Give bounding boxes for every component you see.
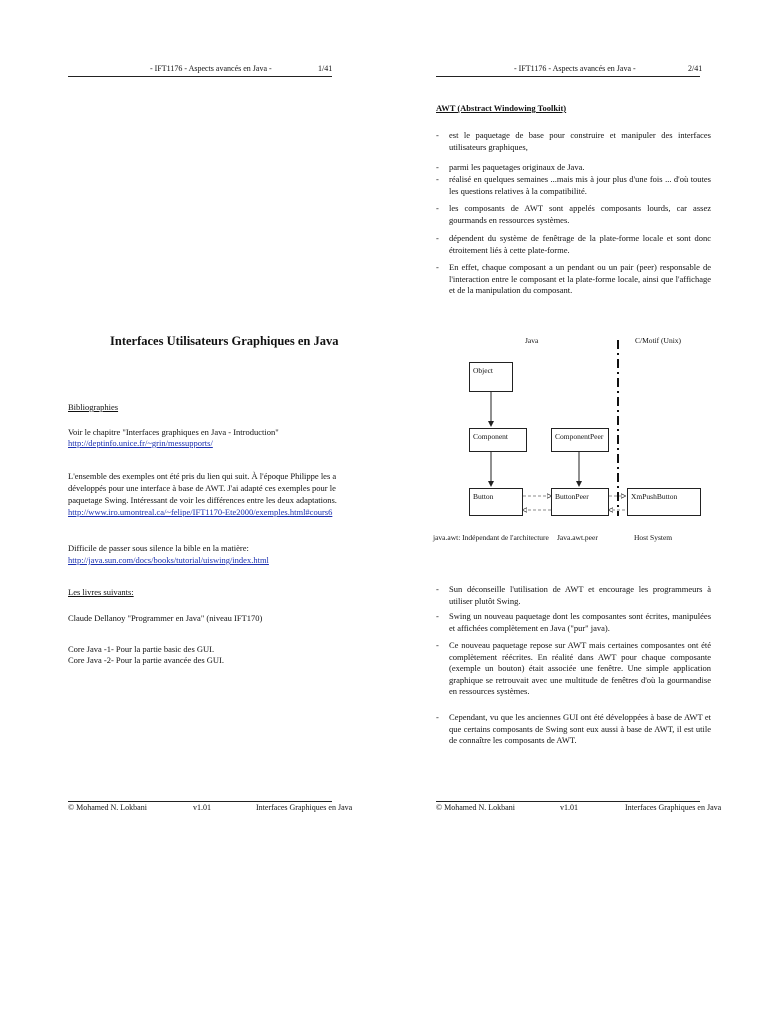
chapter-link[interactable]: http://deptinfo.unice.fr/~grin/messupports/ (68, 438, 213, 448)
footer-version: v1.01 (560, 803, 578, 812)
box-xmpushbutton: XmPushButton (627, 488, 701, 516)
examples-link[interactable]: http://www.iro.umontreal.ca/~felipe/IFT1170-Ete2000/exemples.html#cours6 (68, 507, 333, 517)
page-header (384, 64, 768, 76)
bullet-item: - les composants de AWT sont appelés composants lourds, car assez gourmands en ressources systèmes. (436, 203, 711, 225)
footer-title: Interfaces Graphiques en Java (256, 803, 353, 812)
caption-awt: java.awt: Indépendant de l'architecture (433, 533, 549, 542)
footer-title: Interfaces Graphiques en Java (625, 803, 722, 812)
caption-host: Host System (634, 533, 673, 542)
book-core-java-1: Core Java -1- Pour la partie basic des GUI. (68, 644, 215, 654)
awt-heading: AWT (Abstract Windowing Toolkit) (436, 103, 567, 113)
page-title: Interfaces Utilisateurs Graphiques en Java (110, 334, 339, 348)
bullet-item: - est le paquetage de base pour construire et manipuler des interfaces utilisateurs graphiques, (436, 130, 711, 152)
label-java: Java (525, 336, 539, 345)
bullet-item: - dépendent du système de fenêtrage de la plate-forme locale et sont donc étroitement liés à cette plate-forme. (436, 233, 711, 255)
book-dellanoy: Claude Dellanoy "Programmer en Java" (niveau IFT170) (68, 613, 263, 623)
box-componentpeer: ComponentPeer (551, 428, 609, 452)
header-rule (436, 76, 700, 77)
bibliography-heading: Bibliographies (68, 402, 119, 412)
box-component: Component (469, 428, 527, 452)
header-page-number: 2/41 (688, 64, 703, 73)
header-page-number: 1/41 (318, 64, 333, 73)
box-object: Object (469, 362, 513, 392)
footer-version: v1.01 (193, 803, 211, 812)
chapter-reference: Voir le chapitre "Interfaces graphiques en Java - Introduction" (68, 427, 279, 437)
book-core-java-2: Core Java -2- Pour la partie avancée des GUI. (68, 655, 225, 665)
bullet-item: - Ce nouveau paquetage repose sur AWT mais certaines composantes ont été complètement réécrites. En réalité dans AWT pour chaque composante (exemple un bouton) était associée une fenêtre. Une simple application graphique se retrouvait avec une multitude de fenêtres d'où la gourmandise en ressources systèmes. (436, 640, 711, 697)
bullet-item: - En effet, chaque composant a un pendant ou un pair (peer) responsable de l'interaction entre le composant et la plate-forme locale, ainsi que l'affichage et de la manipulation du composant. (436, 262, 711, 296)
books-heading: Les livres suivants: (68, 587, 134, 597)
examples-line-2: développés pour une interface à base de AWT. J'ai adapté ces exemples pour le (68, 483, 336, 493)
page-header (0, 64, 384, 76)
box-button: Button (469, 488, 523, 516)
awt-peer-diagram (425, 336, 725, 546)
footer-rule (436, 801, 700, 802)
bullet-item: - Swing un nouveau paquetage dont les composantes sont écrites, manipulées et affichées complètement en Java ("pur" java). (436, 611, 711, 633)
footer-author: © Mohamed N. Lokbani (436, 803, 515, 812)
bullet-item: - réalisé en quelques semaines ...mais mis à jour plus d'une fois ... d'où toutes les questions relatives à la compatibilité. (436, 174, 711, 196)
examples-line-3: paquetage Swing. Intéressant de voir les différences entre les deux adaptations. (68, 495, 337, 505)
header-course: - IFT1176 - Aspects avancés en Java - (514, 64, 636, 73)
header-rule (68, 76, 332, 77)
header-course: - IFT1176 - Aspects avancés en Java - (150, 64, 272, 73)
caption-peer: Java.awt.peer (557, 533, 598, 542)
bullet-item: - Cependant, vu que les anciennes GUI ont été développées à base de AWT et que certains composants de Swing sont eux aussi à base de AWT, il est utile de connaître les composants de AWT. (436, 712, 711, 746)
bullet-item: - parmi les paquetages originaux de Java. (436, 162, 585, 172)
bullet-item: - Sun déconseille l'utilisation de AWT et encourage les programmeurs à utiliser plutôt Swing. (436, 584, 711, 606)
label-motif: C/Motif (Unix) (635, 336, 682, 345)
bible-link[interactable]: http://java.sun.com/docs/books/tutorial/uiswing/index.html (68, 555, 269, 565)
footer-author: © Mohamed N. Lokbani (68, 803, 147, 812)
box-buttonpeer: ButtonPeer (551, 488, 609, 516)
bible-text: Difficile de passer sous silence la bible en la matière: (68, 543, 249, 553)
examples-line-1: L'ensemble des exemples ont été pris du lien qui suit. À l'époque Philippe les a (68, 471, 337, 481)
footer-rule (68, 801, 332, 802)
